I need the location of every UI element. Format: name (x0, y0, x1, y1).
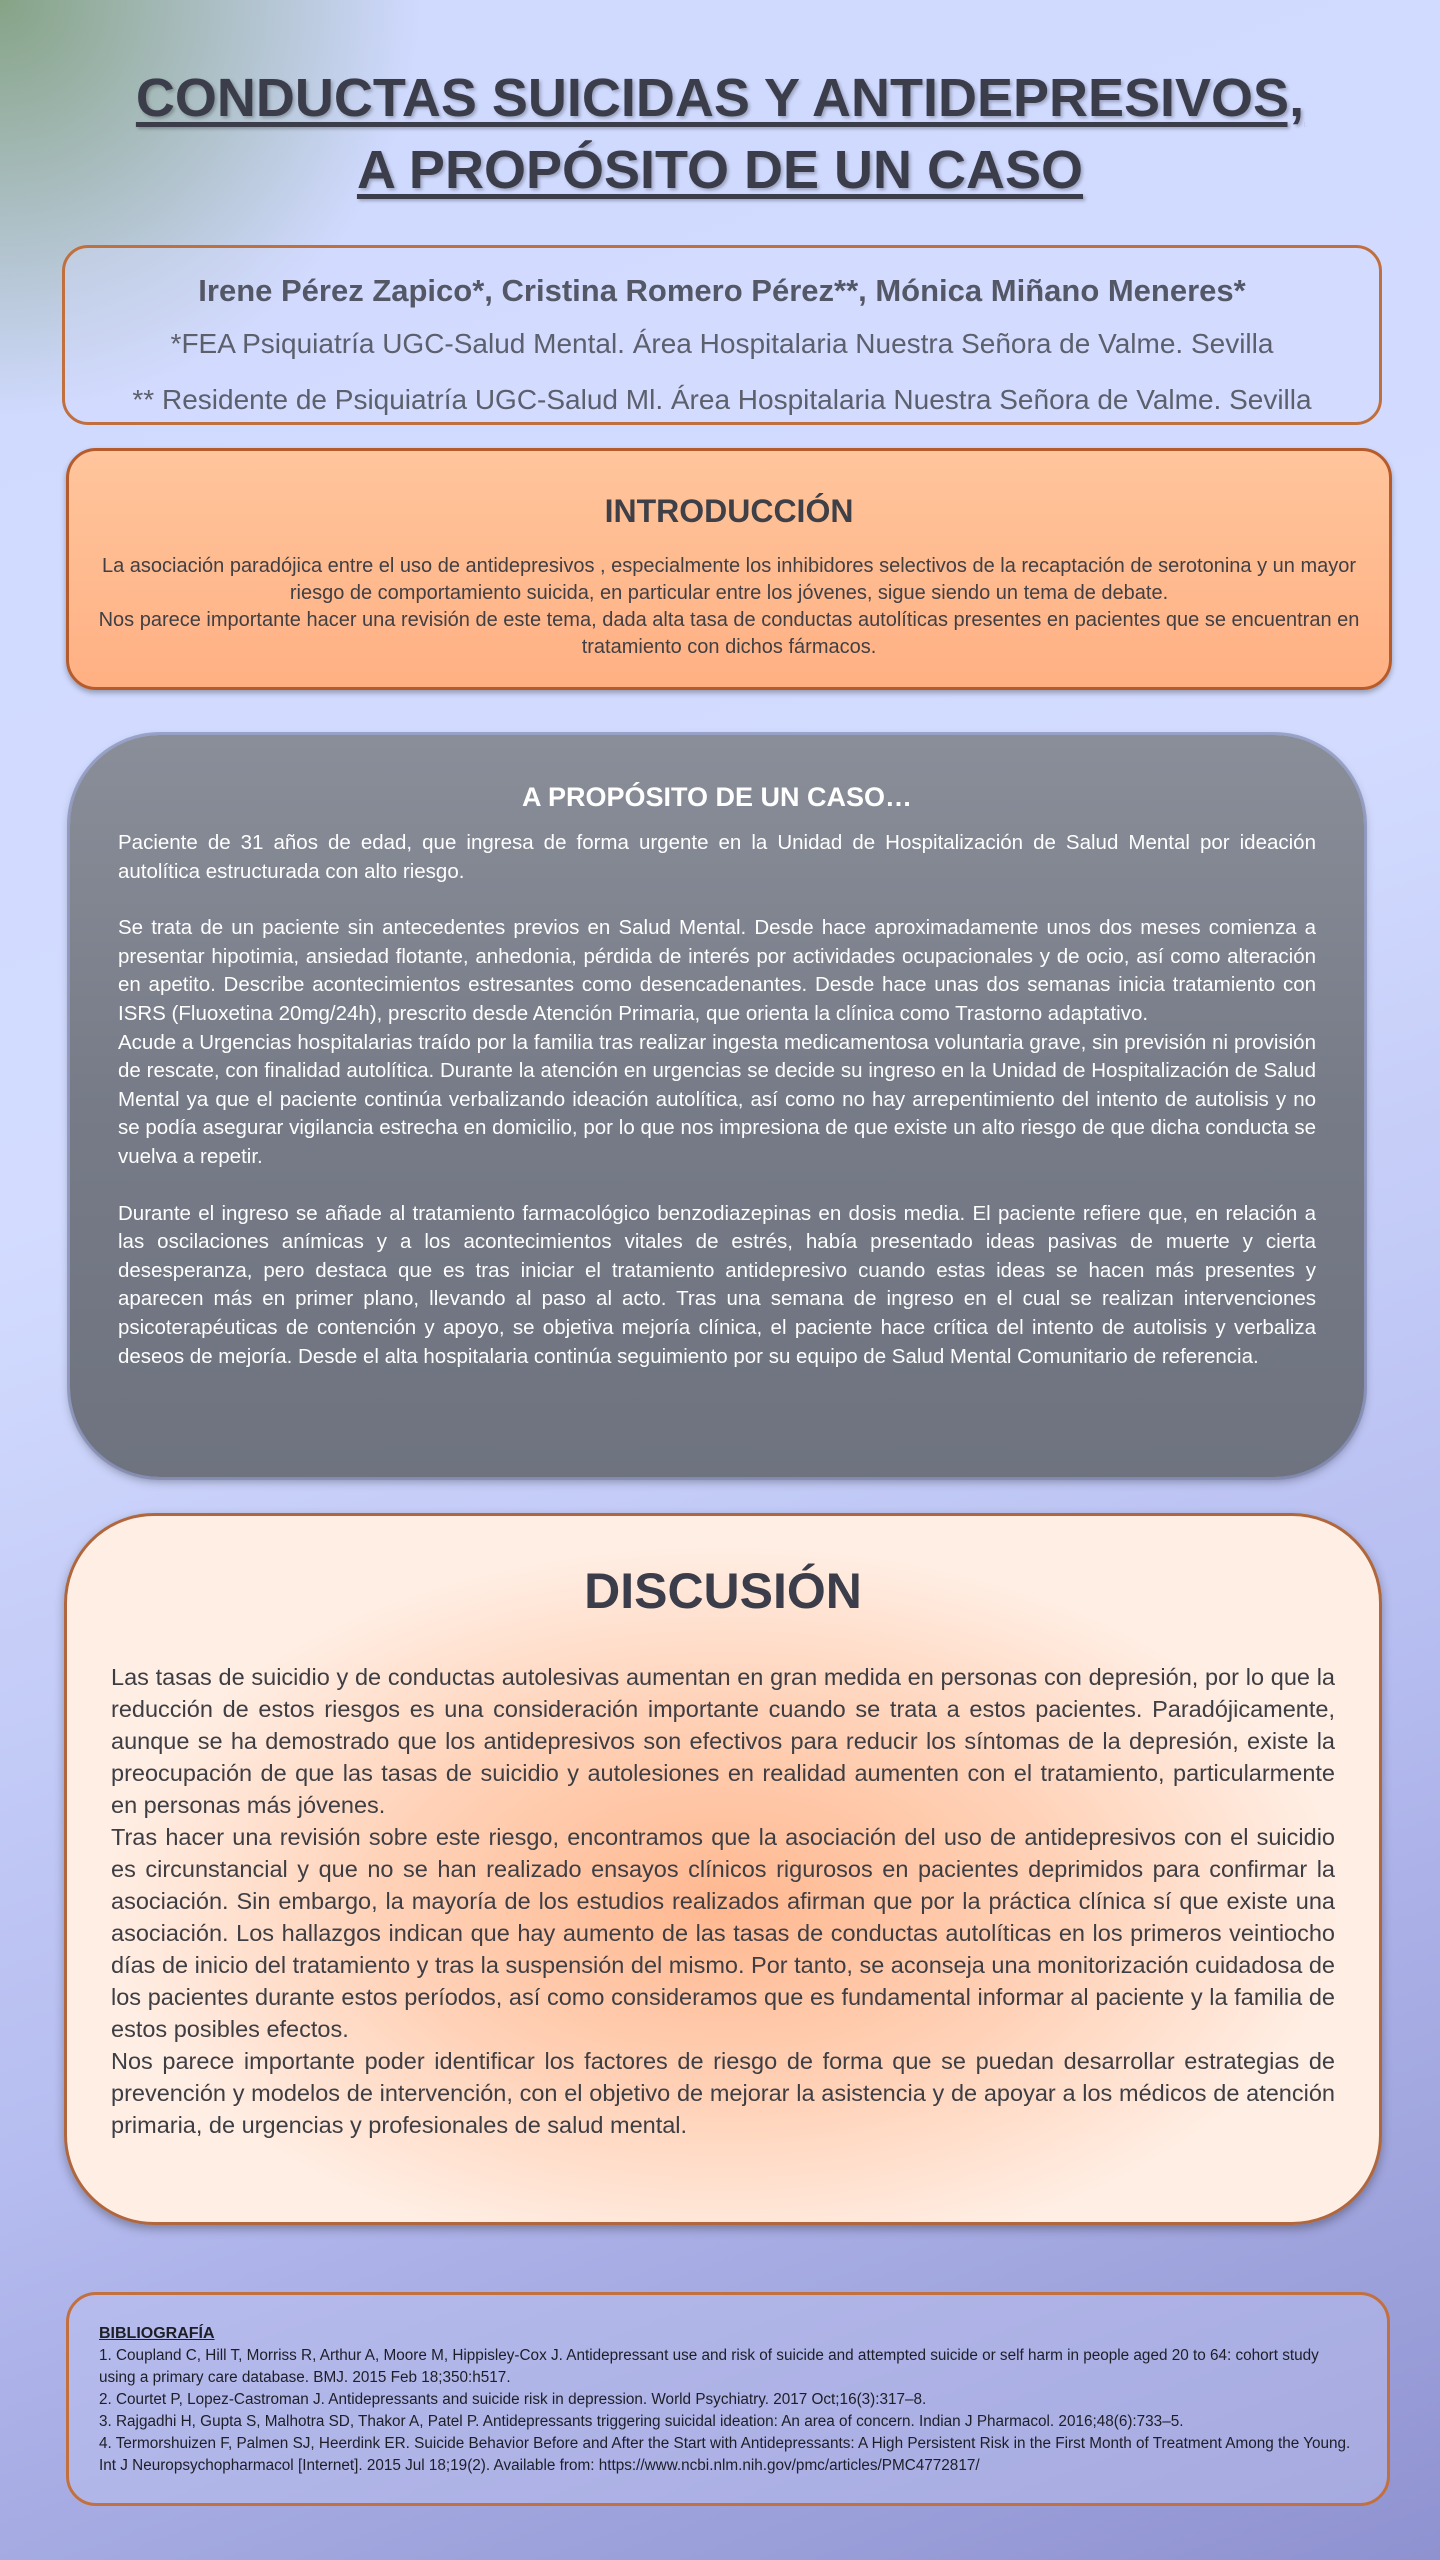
reference-item: 2. Courtet P, Lopez-Castroman J. Antidepressants and suicide risk in depression. World Psychiatry. 2017 Oct;16(3):317–8. (99, 2391, 927, 2408)
introduction-heading: INTRODUCCIÓN (604, 493, 854, 529)
introduction-paragraph-2: Nos parece importante hacer una revisión de este tema, dada alta tasa de conductas autolíticas presentes en pacientes que se encuentran en tratamiento con dichos fármacos. (98, 609, 1360, 658)
poster-title (0, 62, 1440, 206)
title-line-2: A PROPÓSITO DE UN CASO (356, 140, 1084, 200)
case-paragraph-3: Acude a Urgencias hospitalarias traído por la familia tras realizar ingesta medicamentosa voluntaria grave, sin previsión ni provisión de rescate, con finalidad autolítica. Durante la atención en urgencias se decide su ingreso en la Unidad de Hospitalización de Salud Mental ya que el paciente continúa verbalizando ideación autolítica, así como no hay arrepentimiento del intento de autolisis y no se podía asegurar vigilancia estrecha en domicilio, por lo que nos impresiona de que existe un alto riesgo de que dicha conducta se vuelva a repetir. (118, 1030, 1316, 1168)
discussion-paragraph-2: Tras hacer una revisión sobre este riesgo, encontramos que la asociación del uso de antidepresivos con el suicidio es circunstancial y que no se han realizado ensayos clínicos rigurosos en pacientes deprimidos para confirmar la asociación. Sin embargo, la mayoría de los estudios realizados afirman que por la práctica clínica sí que existe una asociación. Los hallazgos indican que hay aumento de las tasas de conductas autolíticas en los primeros veintiocho días de inicio del tratamiento y tras la suspensión del mismo. Por tanto, se aconseja una monitorización cuidadosa de los pacientes durante estos períodos, así como consideramos que es fundamental informar al paciente y la familia de estos posibles efectos. (111, 1824, 1335, 2042)
case-heading: A PROPÓSITO DE UN CASO… (521, 782, 913, 812)
introduction-section (66, 448, 1392, 690)
case-text (118, 829, 1316, 1371)
discussion-heading: DISCUSIÓN (584, 1563, 862, 1619)
introduction-paragraph-1: La asociación paradójica entre el uso de antidepresivos , especialmente los inhibidores selectivos de la recaptación de serotonina y un mayor riesgo de comportamiento suicida, en particular entre los jóvenes, sigue siendo un tema de debate. (101, 555, 1357, 604)
author-names: Irene Pérez Zapico*, Cristina Romero Pérez**, Mónica Miñano Meneres* (198, 273, 1246, 308)
case-section (70, 735, 1364, 1477)
reference-item: 3. Rajgadhi H, Gupta S, Malhotra SD, Thakor A, Patel P. Antidepressants triggering suicidal ideation: An area of concern. Indian J Pharmacol. 2016;48(6):733–5. (99, 2413, 1184, 2430)
discussion-paragraph-1: Las tasas de suicidio y de conductas autolesivas aumentan en gran medida en personas con depresión, por lo que la reducción de estos riesgos es una consideración importante cuando se trata a estos pacientes. Paradójicamente, aunque se ha demostrado que los antidepresivos son efectivos para reducir los síntomas de la depresión, existe la preocupación de que las tasas de suicidio y autolesiones en realidad aumenten con el tratamiento, particularmente en personas más jóvenes. (111, 1664, 1335, 1818)
bibliography-section (66, 2292, 1390, 2506)
discussion-section (64, 1513, 1382, 2225)
authors-box (62, 245, 1382, 425)
bibliography-list (99, 2345, 1357, 2477)
bibliography-heading: BIBLIOGRAFÍA (99, 2325, 215, 2342)
case-paragraph-4: Durante el ingreso se añade al tratamiento farmacológico benzodiazepinas en dosis media. El paciente refiere que, en relación a las oscilaciones anímicas y a los acontecimientos vitales de estrés, había presentado ideas pasivas de muerte y cierta desesperanza, pero destaca que es tras iniciar el tratamiento antidepresivo cuando estas ideas se hacen más presentes y aparecen más en primer plano, llevando al paso al acto. Tras una semana de ingreso en el cual se realizan intervenciones psicoterapéuticas de contención y apoyo, se objetiva mejoría clínica, el paciente hace crítica del intento de autolisis y verbaliza deseos de mejoría. Desde el alta hospitalaria continúa seguimiento por su equipo de Salud Mental Comunitario de referencia. (118, 1201, 1316, 1368)
introduction-text (89, 553, 1369, 661)
case-paragraph-1: Paciente de 31 años de edad, que ingresa de forma urgente en la Unidad de Hospitalización de Salud Mental por ideación autolítica estructurada con alto riesgo. (118, 831, 1316, 883)
reference-item: 4. Termorshuizen F, Palmen SJ, Heerdink ER. Suicide Behavior Before and After the Start with Antidepressants: A High Persistent Risk in the First Month of Treatment Among the Young. Int J Neuropsychopharmacol [Internet]. 2015 Jul 18;19(2). Available from: https://www.ncbi.nlm.nih.gov/pmc/articles/PMC4772817/ (99, 2435, 1351, 2474)
discussion-paragraph-3: Nos parece importante poder identificar los factores de riesgo de forma que se puedan desarrollar estrategias de prevención y modelos de intervención, con el objetivo de mejorar la asistencia y de apoyar a los médicos de atención primaria, de urgencias y profesionales de salud mental. (111, 2048, 1335, 2138)
affiliation-2: ** Residente de Psiquiatría UGC-Salud Ml. Área Hospitalaria Nuestra Señora de Valme. Sevilla (132, 384, 1312, 415)
discussion-text (111, 1661, 1335, 2141)
affiliation-1: *FEA Psiquiatría UGC-Salud Mental. Área Hospitalaria Nuestra Señora de Valme. Sevilla (170, 328, 1274, 359)
case-paragraph-2: Se trata de un paciente sin antecedentes previos en Salud Mental. Desde hace aproximadamente unos dos meses comienza a presentar hipotimia, ansiedad flotante, anhedonia, pérdida de interés por actividades ocupacionales y de ocio, así como alteración en apetito. Describe acontecimientos estresantes como desencadenantes. Desde hace unas dos semanas inicia tratamiento con ISRS (Fluoxetina 20mg/24h), prescrito desde Atención Primaria, que orienta la clínica como Trastorno adaptativo. (118, 916, 1316, 1025)
title-line-1: CONDUCTAS SUICIDAS Y ANTIDEPRESIVOS, (135, 68, 1305, 128)
reference-item: 1. Coupland C, Hill T, Morriss R, Arthur A, Moore M, Hippisley-Cox J. Antidepressant use and risk of suicide and attempted suicide or self harm in people aged 20 to 64: cohort study using a primary care database. BMJ. 2015 Feb 18;350:h517. (99, 2347, 1319, 2386)
